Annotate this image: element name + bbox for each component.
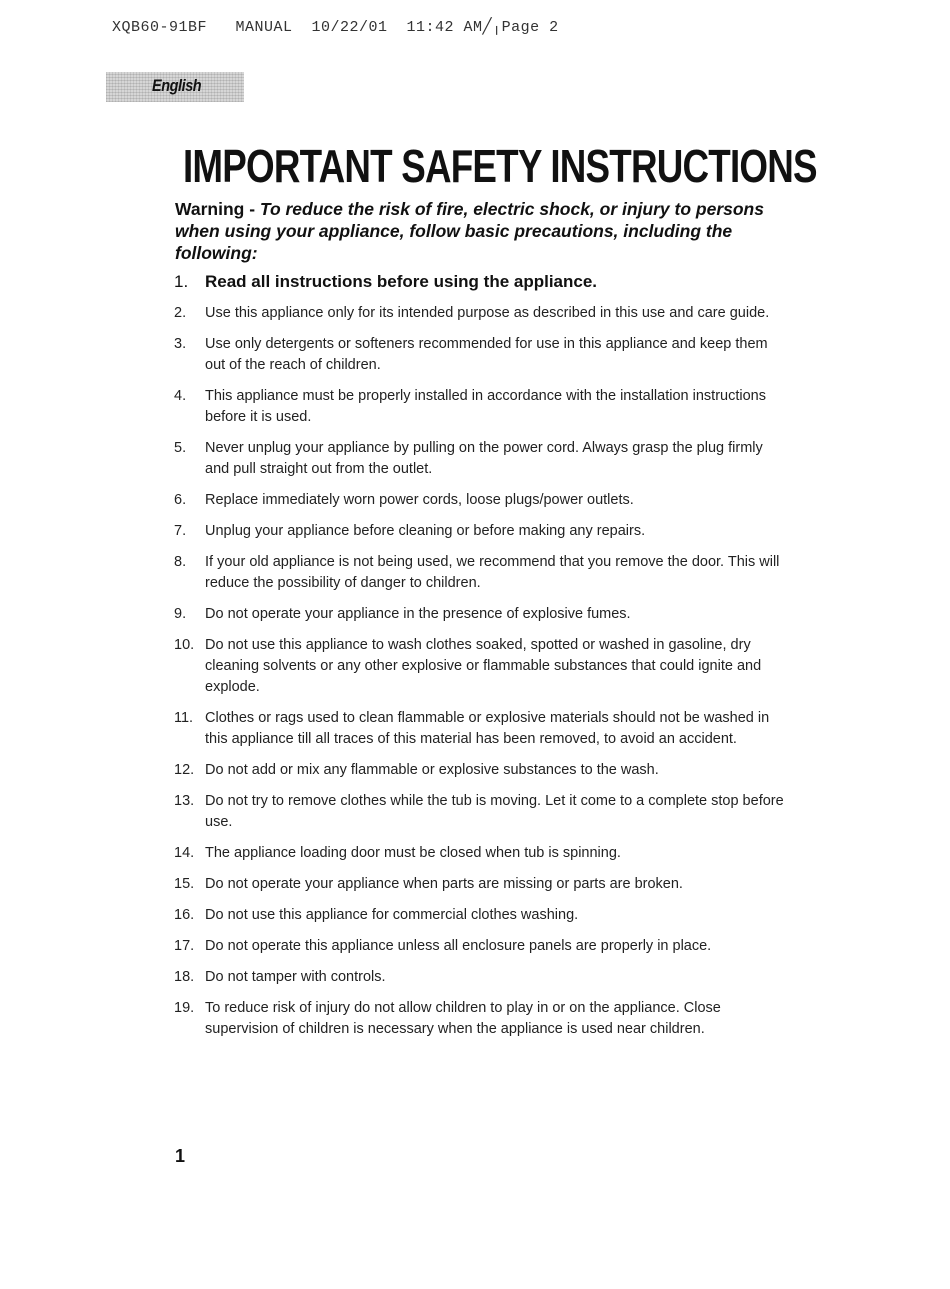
item-text: Read all instructions before using the appliance. (205, 272, 598, 291)
item-number: 8. (174, 554, 187, 570)
item-number: 12. (174, 762, 195, 778)
item-text: The appliance loading door must be closed when tub is spinning. (205, 845, 621, 861)
safety-instructions-list (174, 270, 784, 1040)
list-item (174, 303, 784, 324)
list-item (174, 438, 784, 480)
list-item (174, 936, 784, 957)
item-number: 5. (174, 440, 187, 456)
item-number: 2. (174, 305, 187, 321)
page-number: 1 (175, 1146, 186, 1166)
list-item (174, 635, 784, 698)
page-title: IMPORTANT SAFETY INSTRUCTIONS (183, 140, 817, 192)
list-item (174, 967, 784, 988)
item-number: 15. (174, 876, 195, 892)
language-label: English (152, 76, 202, 95)
item-number: 18. (174, 969, 195, 985)
item-number: 9. (174, 606, 187, 622)
item-number: 13. (174, 793, 195, 809)
item-text: If your old appliance is not being used, we recommend that you remove the door. This will reduce the possibility of danger to children. (205, 554, 780, 591)
item-text: Do not use this appliance for commercial clothes washing. (205, 907, 579, 923)
item-number: 3. (174, 336, 187, 352)
list-item (174, 843, 784, 864)
item-number: 10. (174, 637, 195, 653)
item-number: 14. (174, 845, 195, 861)
item-number: 1. (174, 272, 189, 291)
list-item (174, 386, 784, 428)
language-tab (106, 72, 244, 102)
list-item (174, 552, 784, 594)
item-number: 19. (174, 1000, 195, 1016)
list-item (174, 905, 784, 926)
item-text: Do not add or mix any flammable or explosive substances to the wash. (205, 762, 659, 778)
list-item (174, 760, 784, 781)
item-text: Unplug your appliance before cleaning or before making any repairs. (205, 523, 646, 539)
list-item (174, 604, 784, 625)
item-text: Do not operate this appliance unless all enclosure panels are properly in place. (205, 938, 712, 954)
item-text: This appliance must be properly installed in accordance with the installation instructions before it is used. (205, 388, 766, 425)
list-item (174, 521, 784, 542)
print-header: XQB60-91BF MANUAL 10/22/01 11:42 AM╱╷Page 2 (112, 19, 559, 36)
item-text: Do not tamper with controls. (205, 969, 386, 985)
item-text: Do not use this appliance to wash clothes soaked, spotted or washed in gasoline, dry cleaning solvents or any other explosive or flammable substances that could ignite and explode. (205, 637, 762, 695)
list-item (174, 998, 784, 1040)
warning-paragraph (175, 198, 775, 264)
list-item (174, 708, 784, 750)
item-text: Do not operate your appliance when parts are missing or parts are broken. (205, 876, 683, 892)
item-number: 16. (174, 907, 195, 923)
item-text: To reduce risk of injury do not allow children to play in or on the appliance. Close supervision of children is necessary when the appliance is used near children. (205, 1000, 721, 1037)
warning-text: To reduce the risk of fire, electric shock, or injury to persons when using your appliance, follow basic precautions, including the following: (175, 199, 764, 263)
item-number: 11. (174, 710, 194, 726)
item-text: Clothes or rags used to clean flammable or explosive materials should not be washed in this appliance till all traces of this material has been removed, to avoid an accident. (205, 710, 770, 747)
item-text: Do not operate your appliance in the presence of explosive fumes. (205, 606, 631, 622)
item-text: Use only detergents or softeners recommended for use in this appliance and keep them out of the reach of children. (205, 336, 768, 373)
warning-lead: Warning - (175, 199, 260, 219)
list-item (174, 791, 784, 833)
item-number: 17. (174, 938, 195, 954)
item-number: 7. (174, 523, 187, 539)
item-number: 6. (174, 492, 187, 508)
item-number: 4. (174, 388, 187, 404)
list-item (174, 334, 784, 376)
item-text: Replace immediately worn power cords, loose plugs/power outlets. (205, 492, 634, 508)
list-item (174, 270, 784, 294)
item-text: Use this appliance only for its intended purpose as described in this use and care guide. (205, 305, 770, 321)
list-item (174, 874, 784, 895)
item-text: Do not try to remove clothes while the tub is moving. Let it come to a complete stop before use. (205, 793, 784, 830)
item-text: Never unplug your appliance by pulling on the power cord. Always grasp the plug firmly and pull straight out from the outlet. (205, 440, 763, 477)
list-item (174, 490, 784, 511)
